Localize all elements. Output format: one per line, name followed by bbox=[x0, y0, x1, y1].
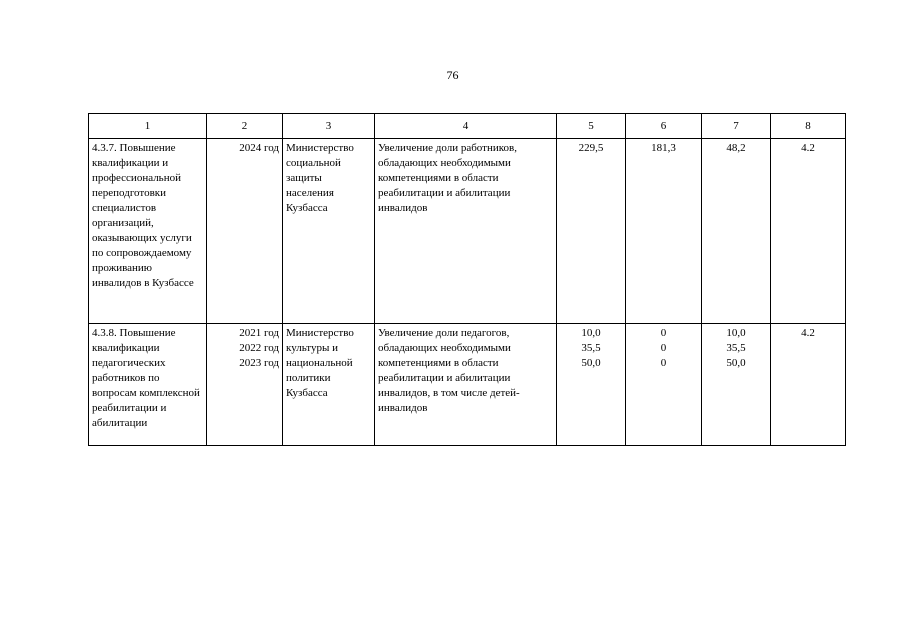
column-header: 2 bbox=[207, 114, 283, 139]
col6-value: 181,3 bbox=[651, 142, 676, 154]
col5-value: 50,0 bbox=[581, 357, 601, 369]
column-header: 5 bbox=[557, 114, 626, 139]
years-cell bbox=[207, 139, 283, 324]
page-number: 76 bbox=[446, 68, 459, 82]
col6-value: 0 bbox=[660, 327, 667, 339]
table-row bbox=[89, 139, 846, 324]
column-header: 4 bbox=[375, 114, 557, 139]
col7-cell bbox=[702, 139, 771, 324]
column-header: 6 bbox=[626, 114, 702, 139]
col8-cell: 4.2 bbox=[771, 139, 846, 324]
col6-cell bbox=[626, 324, 702, 446]
col7-value: 35,5 bbox=[726, 342, 746, 354]
years-cell bbox=[207, 324, 283, 446]
col5-value: 10,0 bbox=[581, 327, 601, 339]
program-table bbox=[88, 113, 846, 446]
measure-cell: 4.3.8. Повышение квалификации педагогических работников по вопросам комплексной реабилитации и абилитации bbox=[89, 324, 207, 446]
measure-cell: 4.3.7. Повышение квалификации и профессиональной переподготовки специалистов организаций, оказывающих услуги по сопровождаемому проживанию инвалидов в Кузбассе bbox=[89, 139, 207, 324]
col7-value: 48,2 bbox=[726, 142, 746, 154]
year-value: 2022 год bbox=[239, 342, 279, 354]
result-cell: Увеличение доли педагогов, обладающих необходимыми компетенциями в области реабилитации и абилитации инвалидов, в том числе детей-инвалидов bbox=[375, 324, 557, 446]
col6-value: 0 bbox=[660, 357, 667, 369]
col8-cell: 4.2 bbox=[771, 324, 846, 446]
executor-cell: Министерство культуры и национальной политики Кузбасса bbox=[283, 324, 375, 446]
column-header: 7 bbox=[702, 114, 771, 139]
column-header: 3 bbox=[283, 114, 375, 139]
col5-value: 35,5 bbox=[581, 342, 601, 354]
col5-value: 229,5 bbox=[578, 142, 604, 154]
year-value: 2021 год bbox=[239, 327, 279, 339]
executor-cell: Министерство социальной защиты населения Кузбасса bbox=[283, 139, 375, 324]
table-header-row bbox=[89, 114, 846, 139]
col5-cell bbox=[557, 139, 626, 324]
column-header: 1 bbox=[89, 114, 207, 139]
result-cell: Увеличение доли работников, обладающих необходимыми компетенциями в области реабилитации и абилитации инвалидов bbox=[375, 139, 557, 324]
col7-cell bbox=[702, 324, 771, 446]
column-header: 8 bbox=[771, 114, 846, 139]
col6-cell bbox=[626, 139, 702, 324]
col5-cell bbox=[557, 324, 626, 446]
col7-value: 50,0 bbox=[726, 357, 746, 369]
table-row bbox=[89, 324, 846, 446]
year-value: 2024 год bbox=[239, 142, 279, 154]
year-value: 2023 год bbox=[239, 357, 279, 369]
col7-value: 10,0 bbox=[726, 327, 746, 339]
col6-value: 0 bbox=[660, 342, 667, 354]
